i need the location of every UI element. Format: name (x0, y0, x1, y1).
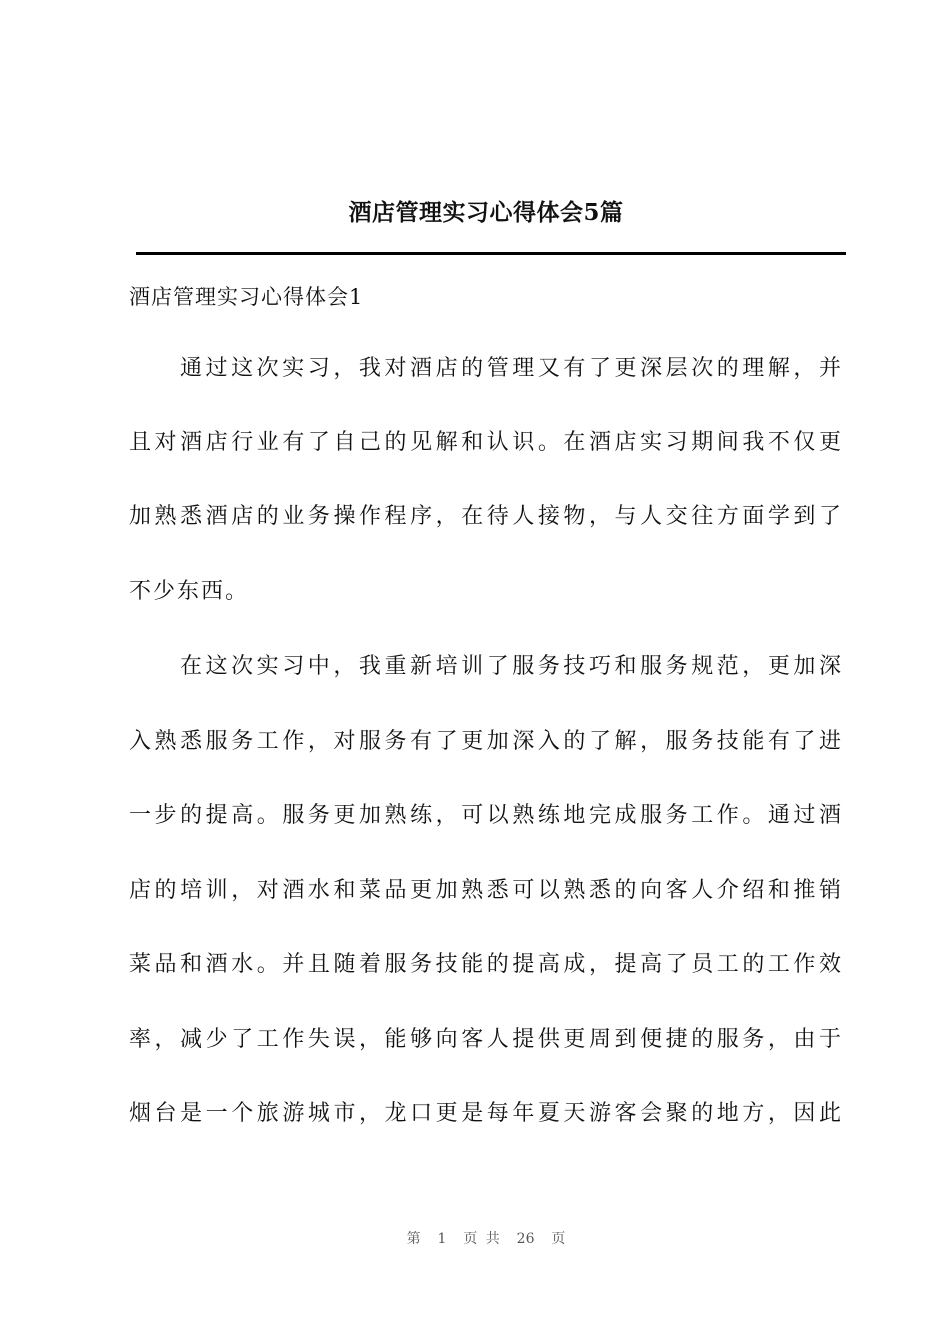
paragraph-line: 通过这次实习，我对酒店的管理又有了更深层次的理解，并 (180, 356, 841, 381)
paragraph-line: 菜品和酒水。并且随着服务技能的提高成，提高了员工的工作效 (129, 952, 841, 977)
document-title: 酒店管理实习心得体会5篇 (348, 199, 624, 226)
paragraph-line: 率，减少了工作失误，能够向客人提供更周到便捷的服务，由于 (129, 1027, 841, 1052)
paragraph-line: 在这次实习中，我重新培训了服务技巧和服务规范，更加深 (180, 654, 841, 679)
paragraph-line: 一步的提高。服务更加熟练，可以熟练地完成服务工作。通过酒 (129, 803, 841, 828)
paragraph-line: 入熟悉服务工作，对服务有了更加深入的了解，服务技能有了进 (129, 729, 841, 754)
page-number-footer: 第 1 页 共 26 页 (406, 1231, 566, 1247)
paragraph-line: 烟台是一个旅游城市，龙口更是每年夏天游客会聚的地方，因此 (129, 1101, 841, 1126)
paragraph-line: 店的培训，对酒水和菜品更加熟悉可以熟悉的向客人介绍和推销 (129, 878, 841, 903)
paragraph-line: 不少东西。 (129, 579, 250, 604)
section-heading: 酒店管理实习心得体会1 (129, 285, 364, 309)
title-underline-rule (136, 252, 846, 255)
paragraph-line: 且对酒店行业有了自己的见解和认识。在酒店实习期间我不仅更 (129, 430, 841, 455)
paragraph-line: 加熟悉酒店的业务操作程序，在待人接物，与人交往方面学到了 (129, 504, 841, 529)
